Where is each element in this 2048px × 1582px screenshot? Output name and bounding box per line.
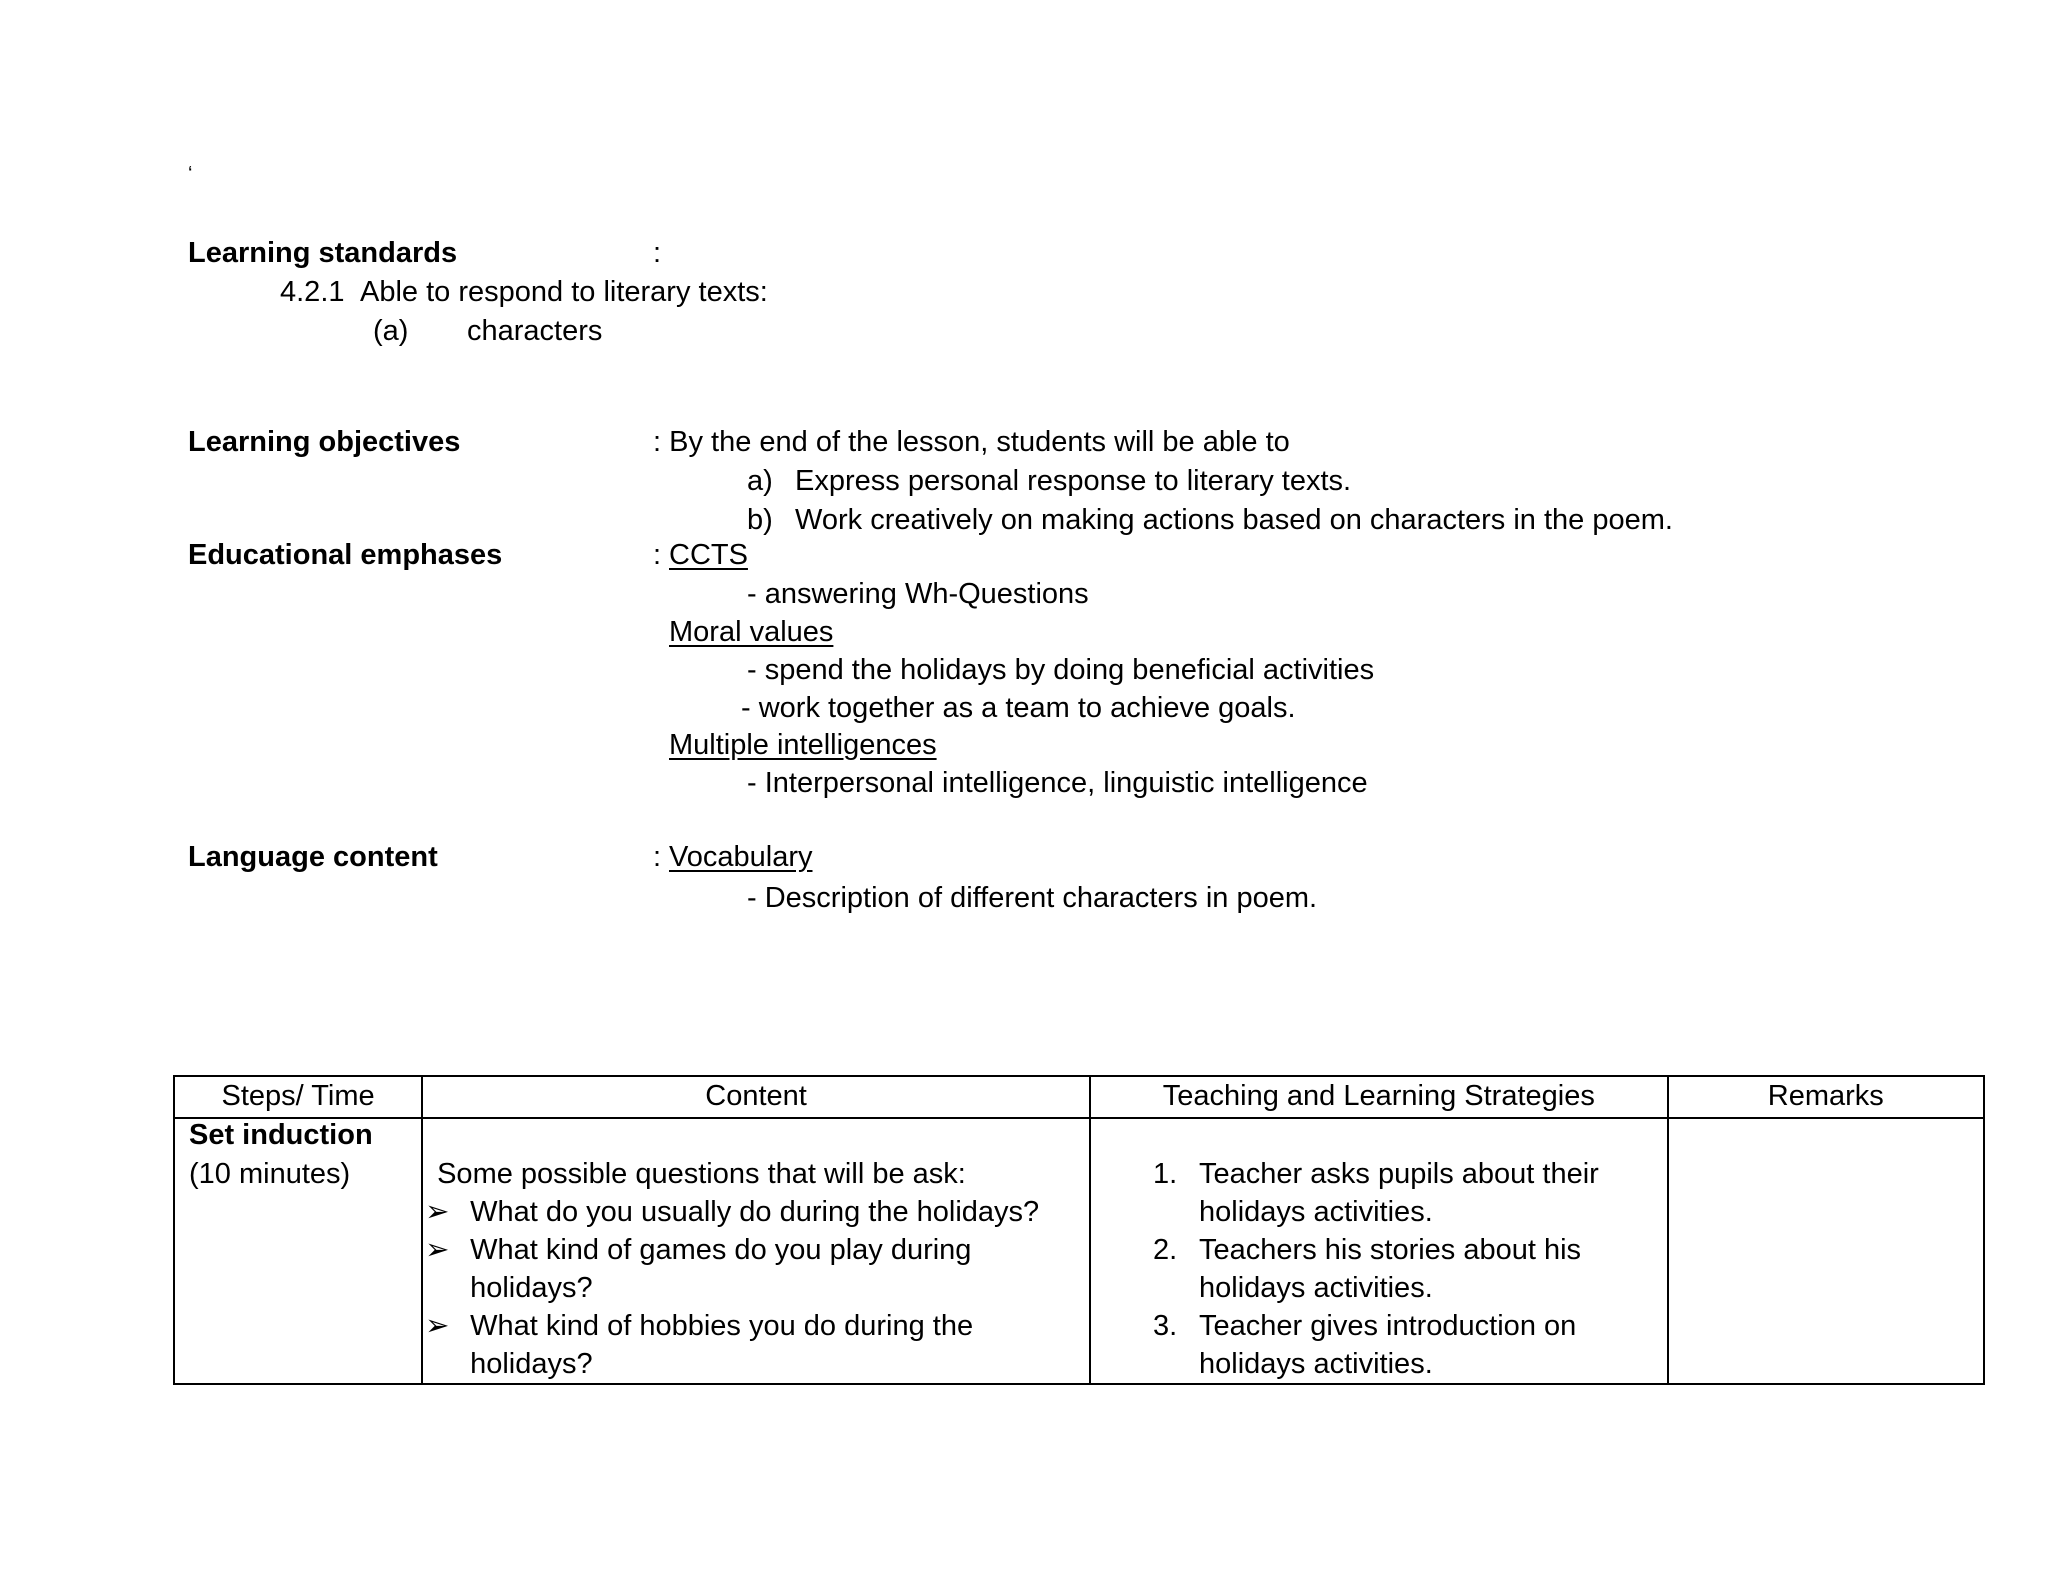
multiple-intelligences-heading: Multiple intelligences (669, 729, 937, 761)
language-content-label: Language content (188, 841, 438, 873)
lesson-steps-table (173, 1075, 1985, 1385)
strategy-2-line2: holidays activities. (1199, 1272, 1433, 1304)
learning-objectives-label: Learning objectives (188, 426, 461, 458)
header-strategies: Teaching and Learning Strategies (1090, 1076, 1668, 1118)
learning-objectives-intro: : By the end of the lesson, students will be able to (653, 426, 1290, 458)
standard-code: 4.2.1 (280, 276, 345, 308)
strategy-1-line2: holidays activities. (1199, 1196, 1433, 1228)
educational-emphases-colon: : (653, 539, 662, 571)
bullet-arrow-icon: ➢ (425, 1310, 450, 1342)
educational-emphases-label: Educational emphases (188, 539, 503, 571)
content-question-3: What kind of hobbies you do during the (470, 1310, 974, 1342)
strategy-3-line2: holidays activities. (1199, 1348, 1433, 1380)
step-title: Set induction (189, 1119, 373, 1151)
strategy-number-3: 3. (1153, 1310, 1178, 1342)
standard-sub-text: characters (467, 315, 603, 347)
ccts-heading: CCTS (669, 539, 748, 571)
strategy-2-line1: Teachers his stories about his (1199, 1234, 1582, 1266)
multiple-intelligences-item: - Interpersonal intelligence, linguistic intelligence (747, 767, 1368, 799)
table-row (174, 1118, 1984, 1384)
bullet-arrow-icon: ➢ (425, 1234, 450, 1266)
objective-text-b: Work creatively on making actions based on characters in the poem. (795, 504, 1673, 536)
objective-marker-a: a) (747, 465, 773, 497)
vocabulary-item: - Description of different characters in poem. (747, 882, 1318, 914)
content-question-2: What kind of games do you play during (470, 1234, 972, 1266)
moral-values-heading: Moral values (669, 616, 834, 648)
language-content-colon: : (653, 841, 662, 873)
step-time: (10 minutes) (189, 1158, 351, 1190)
content-question-2-cont: holidays? (470, 1272, 593, 1304)
learning-standards-colon: : (653, 237, 662, 269)
content-question-3-cont: holidays? (470, 1348, 593, 1380)
header-steps-time: Steps/ Time (174, 1076, 422, 1118)
standard-text: Able to respond to literary texts: (360, 276, 768, 308)
moral-value-item-2: - work together as a team to achieve goals. (741, 692, 1296, 724)
moral-value-item-1: - spend the holidays by doing beneficial activities (747, 654, 1375, 686)
stray-quote-mark: ‘ (188, 163, 193, 185)
header-remarks: Remarks (1668, 1076, 1984, 1118)
step-cell (174, 1118, 422, 1384)
content-intro: Some possible questions that will be ask: (437, 1158, 966, 1190)
strategy-3-line1: Teacher gives introduction on (1199, 1310, 1577, 1342)
strategy-1-line1: Teacher asks pupils about their (1199, 1158, 1599, 1190)
table-header-row (174, 1076, 1984, 1118)
strategy-number-2: 2. (1153, 1234, 1178, 1266)
objective-marker-b: b) (747, 504, 773, 536)
header-content: Content (422, 1076, 1090, 1118)
strategies-cell (1090, 1118, 1668, 1384)
strategy-number-1: 1. (1153, 1158, 1178, 1190)
ccts-item: - answering Wh-Questions (747, 578, 1089, 610)
remarks-cell (1668, 1118, 1984, 1384)
content-cell (422, 1118, 1090, 1384)
bullet-arrow-icon: ➢ (425, 1196, 450, 1228)
standard-sub-marker: (a) (373, 315, 409, 347)
learning-standards-label: Learning standards (188, 237, 458, 269)
objective-text-a: Express personal response to literary texts. (795, 465, 1352, 497)
content-question-1: What do you usually do during the holidays? (470, 1196, 1040, 1228)
vocabulary-heading: Vocabulary (669, 841, 813, 873)
